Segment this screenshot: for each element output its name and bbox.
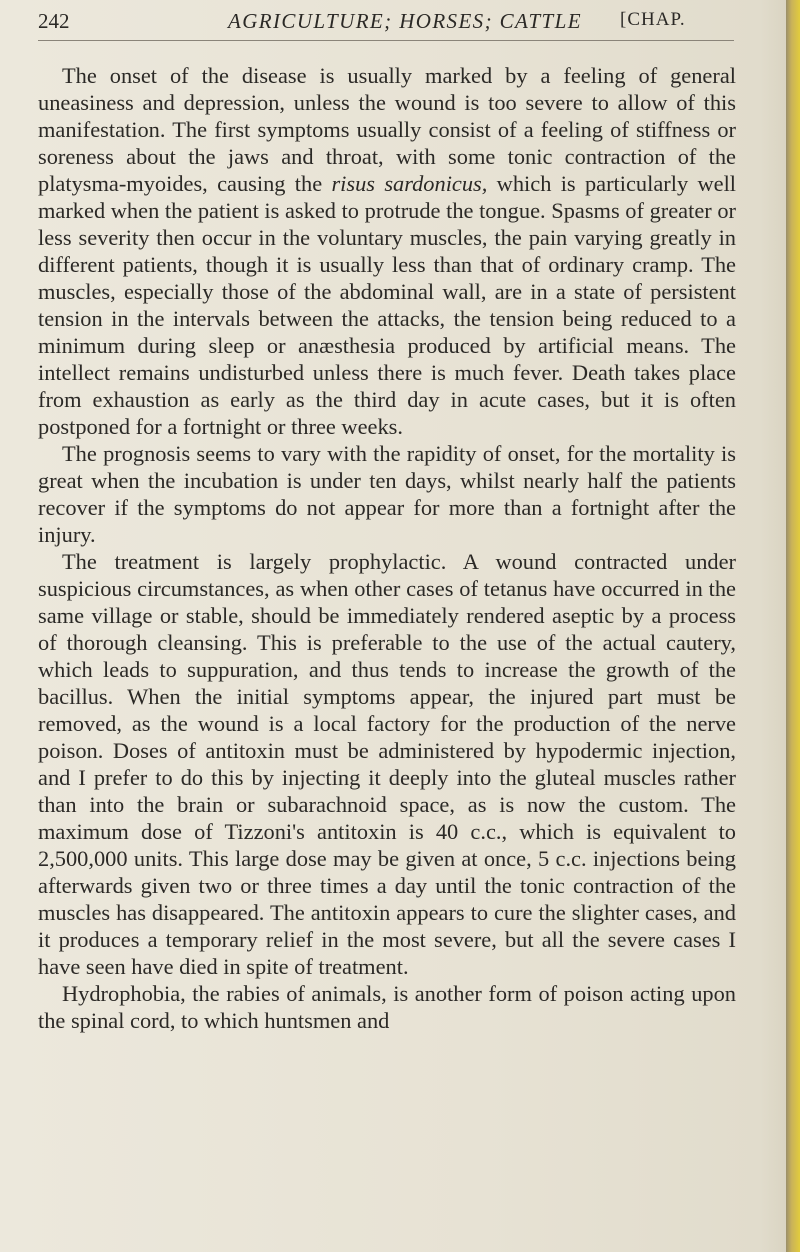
- running-title: AGRICULTURE; HORSES; CATTLE: [228, 9, 582, 33]
- paragraph-prognosis: The prognosis seems to vary with the rapidity of onset, for the mortality is great when the incubation is under ten days, whilst nearly half the patients recover if the symptoms do not appear for more than a fortnight after the injury.: [38, 441, 736, 547]
- italic-term: risus sardonicus,: [331, 171, 488, 196]
- header-rule: [38, 40, 734, 41]
- paragraph-onset: [38, 62, 736, 440]
- paragraph-hydrophobia: Hydrophobia, the rabies of animals, is another form of poison acting upon the spinal cord, to which huntsmen and: [38, 981, 736, 1033]
- page-number: 242: [38, 9, 70, 33]
- chapter-mark: [CHAP.: [620, 9, 686, 30]
- body-text: [38, 62, 736, 1034]
- paragraph-treatment: The treatment is largely prophylactic. A wound contracted under suspicious circumstances, as when other cases of tetanus have occurred in the same village or stable, should be immediately rendered aseptic by a process of thorough cleansing. This is preferable to the use of the actual cautery, which leads to suppuration, and thus tends to increase the growth of the bacillus. When the initial symptoms appear, the injured part must be removed, as the wound is a local factory for the production of the nerve poison. Doses of antitoxin must be administered by hypodermic injection, and I prefer to do this by injecting it deeply into the gluteal muscles rather than into the brain or subarachnoid space, as is now the custom. The maximum dose of Tizzoni's antitoxin is 40 c.c., which is equivalent to 2,500,000 units. This large dose may be given at once, 5 c.c. injections being afterwards given two or three times a day until the tonic contraction of the muscles has disappeared. The antitoxin appears to cure the slighter cases, and it produces a temporary relief in the most severe, but all the severe cases I have seen have died in spite of treatment.: [38, 549, 736, 979]
- paragraph-onset-end: which is particularly well marked when the patient is asked to protrude the tongue. Spasms of greater or less severity then occur in the voluntary muscles, the pain varying greatly in different patients, though it is usually less than that of ordinary cramp. The muscles, especially those of the abdominal wall, are in a state of persistent tension in the intervals between the attacks, the tension being reduced to a minimum during sleep or anæsthesia produced by artificial means. The intellect remains undisturbed unless there is much fever. Death takes place from exhaustion as early as the third day in acute cases, but it is often postponed for a fortnight or three weeks.: [38, 171, 737, 439]
- running-header: [38, 3, 738, 39]
- page-edge: [786, 0, 800, 1252]
- paragraph-onset-start: The onset of the disease is usually marked by a feeling of general uneasiness and depression, unless the wound is too severe to allow of this manifestation. The first symptoms usually consist of a feeling of stiffness or soreness about the jaws and throat, with some tonic contraction of the platysma-myoides, causing the: [38, 63, 736, 196]
